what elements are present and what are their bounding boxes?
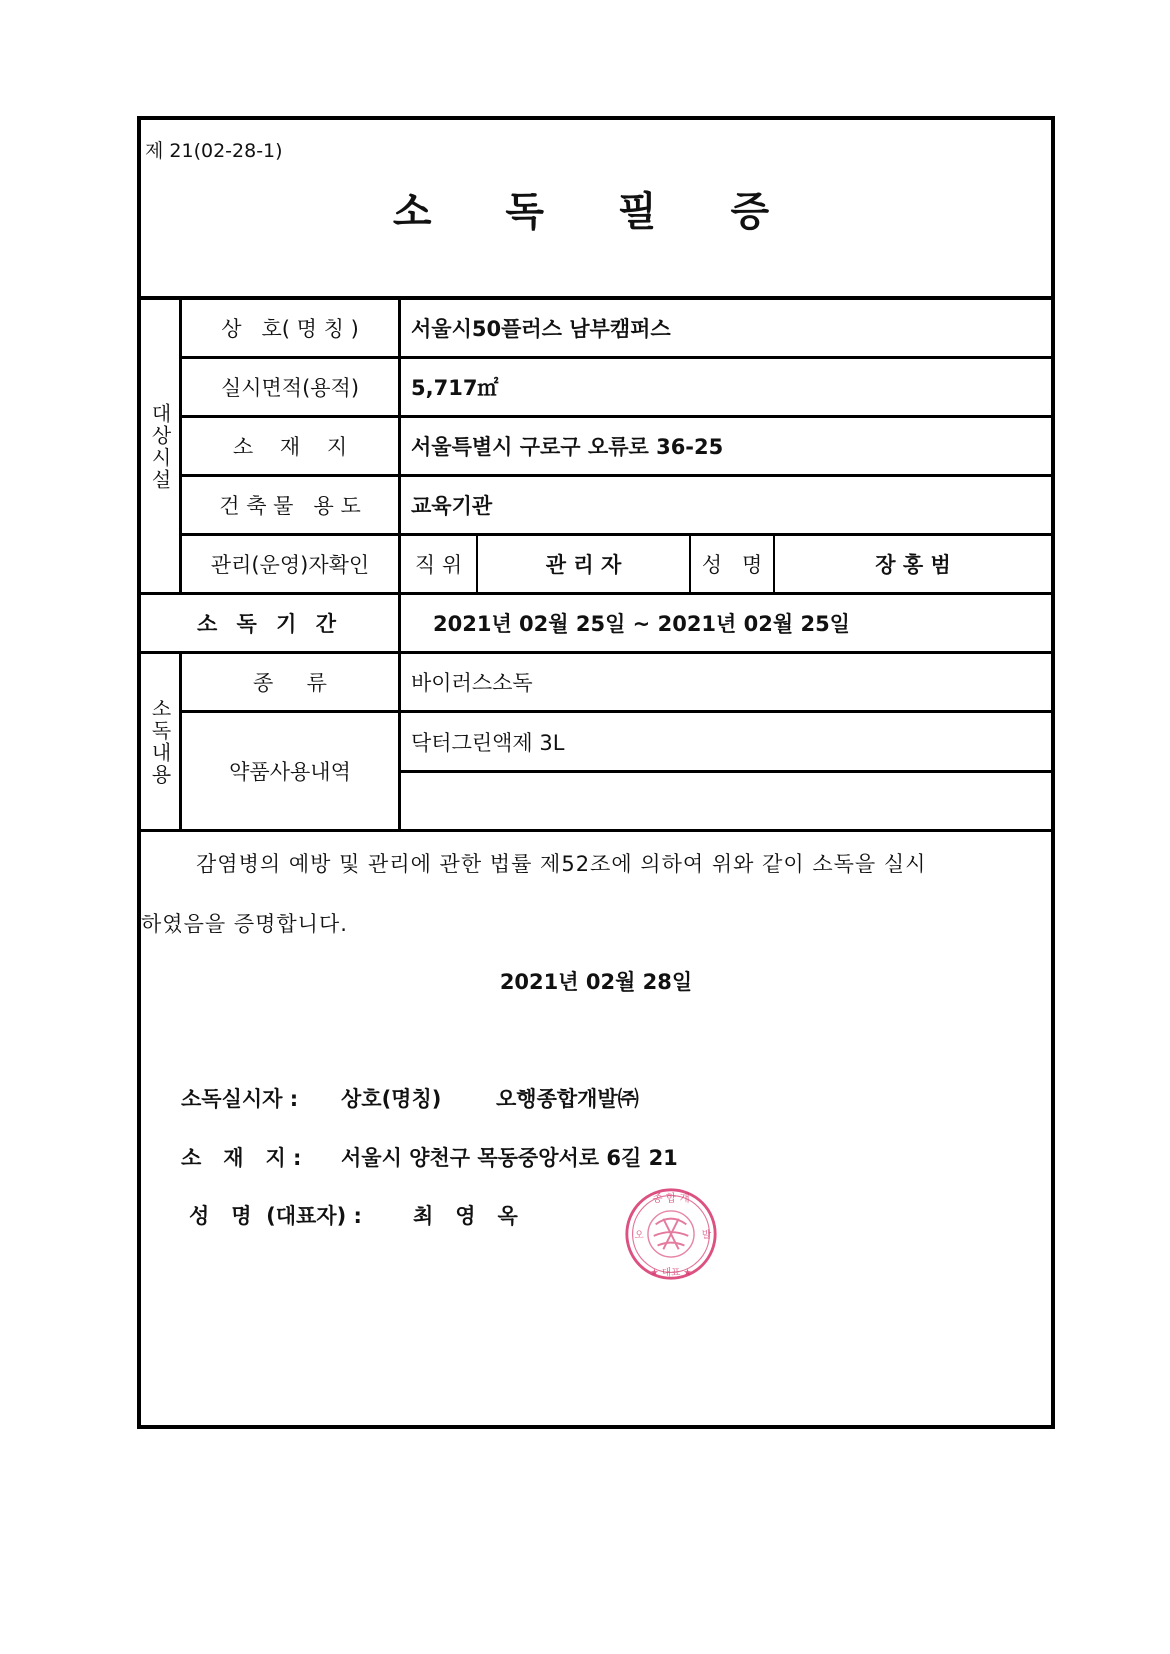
label-company-name: 상 호( 명 칭 ) <box>221 317 359 341</box>
svg-text:★ 대표 ★: ★ 대표 ★ <box>650 1267 692 1279</box>
performer-rep-value: 최 영 옥 <box>413 1204 518 1228</box>
label-area: 실시면적(용적) <box>220 376 360 400</box>
value-name: 장 홍 범 <box>875 553 951 577</box>
section-label-target-facility: 대상시설 <box>148 403 172 491</box>
label-manager-check: 관리(운영)자확인 <box>210 553 370 577</box>
label-name: 성 명 <box>701 553 763 577</box>
statement-line-1: 감염병의 예방 및 관리에 관한 법률 제52조에 의하여 위와 같이 소독을 실시 <box>196 852 927 876</box>
performer-label: 소독실시자 : <box>181 1087 299 1111</box>
label-position: 직 위 <box>414 553 463 577</box>
value-period: 2021년 02월 25일 ~ 2021년 02월 25일 <box>433 612 850 636</box>
value-area: 5,717㎡ <box>411 376 499 400</box>
label-building-use: 건 축 물 용 도 <box>219 494 361 518</box>
value-position: 관 리 자 <box>545 553 622 577</box>
certificate-frame <box>137 116 1055 1429</box>
label-period: 소 독 기 간 <box>196 612 343 636</box>
label-location: 소 재 지 <box>232 435 348 459</box>
value-chemicals-2 <box>411 773 1041 829</box>
statement-line-2: 하였음을 증명합니다. <box>141 912 348 936</box>
performer-address-value: 서울시 양천구 목동중앙서로 6길 21 <box>341 1146 678 1170</box>
svg-text:오: 오 <box>634 1229 644 1241</box>
statement-date: 2021년 02월 28일 <box>499 970 693 994</box>
company-seal-icon <box>623 1186 719 1282</box>
performer-company-value: 오행종합개발㈜ <box>496 1087 639 1111</box>
label-type: 종 류 <box>253 671 327 695</box>
value-location: 서울특별시 구로구 오류로 36-25 <box>411 435 724 459</box>
document-number: 제 21(02-28-1) <box>145 140 283 162</box>
svg-text:발: 발 <box>701 1229 711 1241</box>
value-building-use: 교육기관 <box>411 494 493 518</box>
performer-address-label: 소 재 지 : <box>181 1146 302 1170</box>
divider <box>141 829 1051 832</box>
svg-text:종 합 개: 종 합 개 <box>652 1192 690 1205</box>
document-title: 소 독 필 증 <box>392 189 800 235</box>
performer-company-label: 상호(명칭) <box>341 1087 442 1111</box>
value-chemicals-1: 닥터그린액제 3L <box>411 730 565 755</box>
value-type: 바이러스소독 <box>411 671 533 695</box>
performer-rep-label: 성 명 (대표자) : <box>189 1204 362 1228</box>
value-company-name: 서울시50플러스 남부캠퍼스 <box>411 317 671 341</box>
section-label-contents: 소독내용 <box>148 697 172 786</box>
label-chemicals: 약품사용내역 <box>229 760 351 784</box>
